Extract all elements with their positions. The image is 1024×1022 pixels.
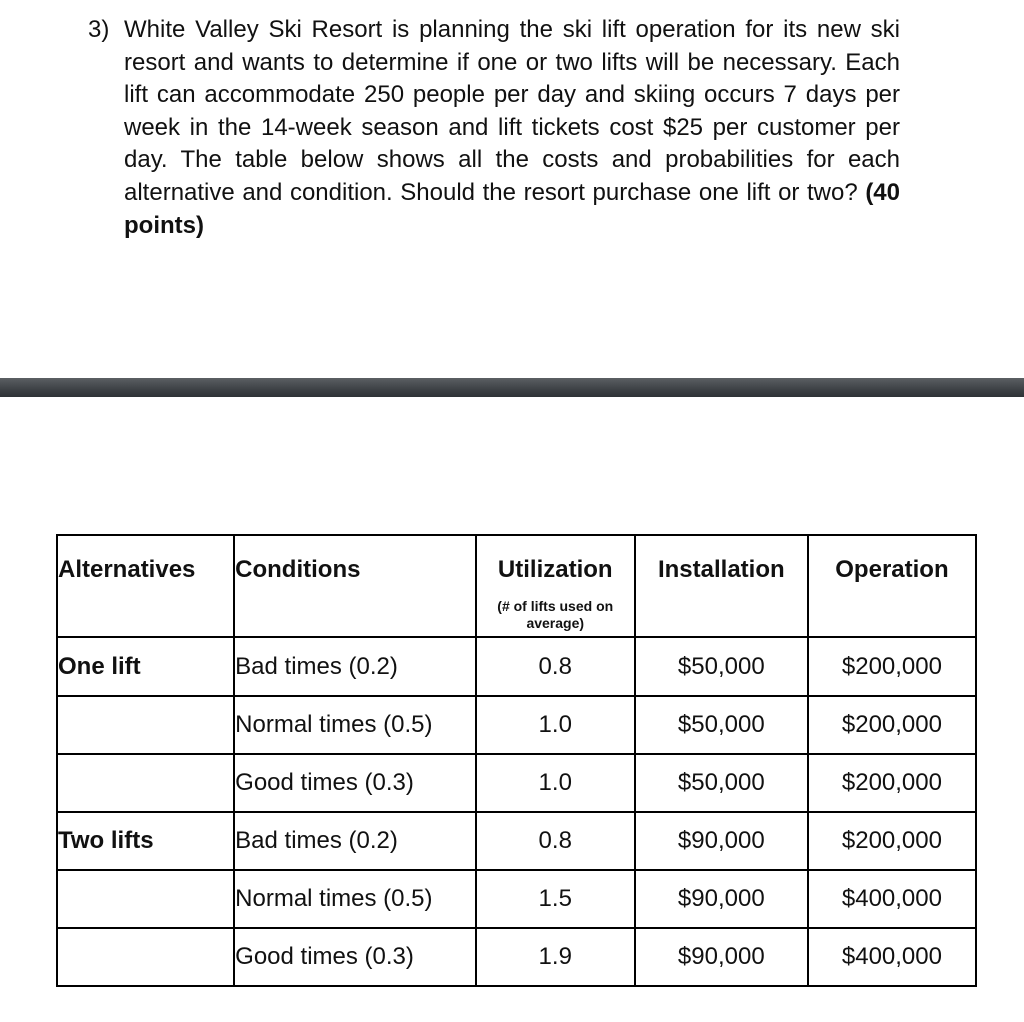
cell-utilization: 1.5 — [476, 870, 635, 928]
question-number: 3) — [88, 16, 110, 43]
cell-installation: $50,000 — [635, 696, 808, 754]
cell-installation: $90,000 — [635, 928, 808, 986]
header-utilization-note: (# of lifts used on average) — [497, 598, 614, 631]
cell-utilization: 1.0 — [476, 696, 635, 754]
cell-utilization: 0.8 — [476, 812, 635, 870]
header-alternatives: Alternatives — [57, 535, 234, 637]
table-row — [57, 754, 976, 812]
cell-operation: $200,000 — [808, 812, 976, 870]
header-utilization — [476, 535, 635, 637]
table-row — [57, 928, 976, 986]
cell-condition: Good times (0.3) — [234, 928, 476, 986]
cell-utilization: 1.0 — [476, 754, 635, 812]
cell-alternative — [57, 754, 234, 812]
table-row — [57, 812, 976, 870]
cell-alternative — [57, 870, 234, 928]
header-utilization-label: Utilization — [497, 556, 613, 583]
table-row — [57, 637, 976, 696]
header-operation: Operation — [808, 535, 976, 637]
section-divider — [0, 378, 1024, 397]
cell-condition: Normal times (0.5) — [234, 870, 476, 928]
alternatives-table — [56, 534, 977, 987]
cell-installation: $90,000 — [635, 812, 808, 870]
cell-utilization: 1.9 — [476, 928, 635, 986]
cell-alternative: One lift — [57, 637, 234, 696]
cell-alternative: Two lifts — [57, 812, 234, 870]
cell-condition: Good times (0.3) — [234, 754, 476, 812]
cell-alternative — [57, 696, 234, 754]
cell-operation: $400,000 — [808, 928, 976, 986]
cell-installation: $50,000 — [635, 637, 808, 696]
cell-operation: $200,000 — [808, 696, 976, 754]
cell-operation: $200,000 — [808, 637, 976, 696]
cell-operation: $200,000 — [808, 754, 976, 812]
cell-condition: Bad times (0.2) — [234, 637, 476, 696]
cell-condition: Normal times (0.5) — [234, 696, 476, 754]
question-text: White Valley Ski Resort is planning the ski lift operation for its new ski resort and wants to determine if one or two lifts will be necessary. Each lift can accommodate 250 people per day and skiing occurs 7 days per week in the 14-week season and lift tickets cost $25 per customer per day. The table below shows all the costs and probabilities for each alternative and condition. Should the resort purchase one lift or two? — [124, 16, 900, 206]
header-conditions: Conditions — [234, 535, 476, 637]
cell-installation: $90,000 — [635, 870, 808, 928]
table-row — [57, 696, 976, 754]
table-header-row — [57, 535, 976, 637]
table-row — [57, 870, 976, 928]
cell-condition: Bad times (0.2) — [234, 812, 476, 870]
question-block — [88, 14, 900, 242]
cell-alternative — [57, 928, 234, 986]
cell-operation: $400,000 — [808, 870, 976, 928]
cell-installation: $50,000 — [635, 754, 808, 812]
question-body — [124, 14, 900, 242]
cell-utilization: 0.8 — [476, 637, 635, 696]
header-installation: Installation — [635, 535, 808, 637]
question-points: (40 points) — [124, 178, 900, 239]
